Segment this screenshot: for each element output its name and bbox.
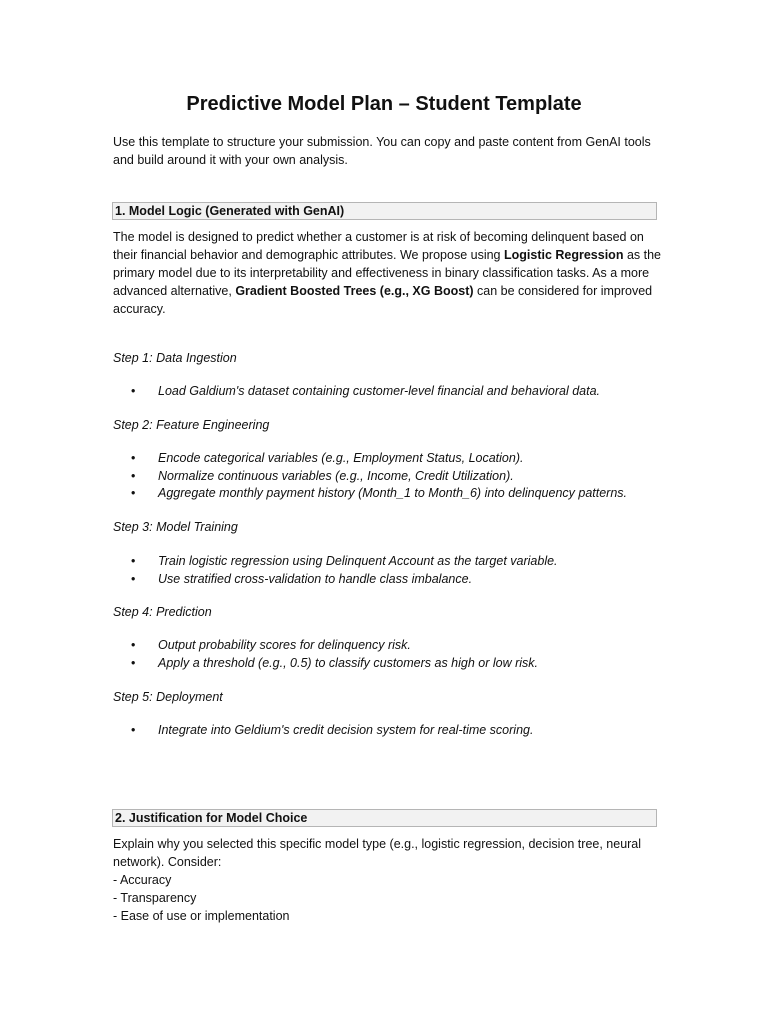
consider-item-transparency: - Transparency: [113, 891, 197, 905]
list-item-text: Train logistic regression using Delinquent Account as the target variable.: [158, 554, 558, 568]
step-4-bullet-list: [131, 637, 538, 672]
model-logic-bold-1: Logistic Regression: [503, 248, 624, 262]
intro-paragraph: Use this template to structure your submission. You can copy and paste content from GenAI tools and build around it with your own analysis.: [113, 135, 651, 167]
list-item: [131, 722, 533, 740]
consider-item-accuracy: - Accuracy: [113, 873, 172, 887]
list-item-text: Apply a threshold (e.g., 0.5) to classify customers as high or low risk.: [158, 655, 539, 670]
list-item: [131, 485, 627, 503]
step-2-title: Step 2: Feature Engineering: [113, 418, 270, 432]
model-logic-bold-2: Gradient Boosted Trees (e.g., XG Boost): [235, 284, 474, 298]
model-logic-text-1: The model is designed to predict whether a customer is at risk of becoming delinquent based on their financial behavior and demographic attributes. We propose using: [113, 230, 644, 262]
list-item-text: Integrate into Geldium's credit decision system for real-time scoring.: [158, 723, 534, 737]
list-item-text: Load Galdium's dataset containing customer-level financial and behavioral data.: [158, 384, 601, 398]
list-item-text: Use stratified cross-validation to handle class imbalance.: [158, 571, 473, 586]
bullet-icon: •: [131, 451, 136, 465]
consider-item-ease-of-use: - Ease of use or implementation: [113, 909, 290, 923]
step-5-bullet-list: [131, 722, 533, 740]
list-item: [131, 637, 538, 655]
bullet-icon: •: [131, 723, 136, 737]
step-1-bullet-list: [131, 383, 600, 401]
list-item-text: Output probability scores for delinquency risk.: [158, 638, 411, 652]
list-item-text: Encode categorical variables (e.g., Employment Status, Location).: [158, 451, 524, 465]
justification-paragraph: [113, 835, 661, 925]
step-5-title: Step 5: Deployment: [113, 690, 223, 704]
model-logic-text-2: as the primary model due to its interpretability and effectiveness in binary classification tasks. As a more advanced alternative,: [113, 248, 661, 298]
bullet-icon: •: [131, 554, 136, 568]
list-item: [131, 383, 600, 401]
page-title: Predictive Model Plan – Student Template: [186, 93, 582, 115]
bullet-icon: •: [131, 638, 136, 652]
bullet-icon: •: [131, 384, 136, 398]
list-item-text: Aggregate monthly payment history (Month_1 to Month_6) into delinquency patterns.: [158, 486, 628, 500]
list-item: [131, 571, 558, 589]
step-4-title: Step 4: Prediction: [113, 605, 212, 619]
list-item: [131, 468, 627, 486]
section-1-header: 1. Model Logic (Generated with GenAI): [112, 202, 657, 220]
bullet-icon: •: [131, 486, 136, 500]
step-3-bullet-list: [131, 553, 558, 588]
bullet-icon: •: [131, 468, 136, 483]
list-item: [131, 450, 627, 468]
step-3-title: Step 3: Model Training: [113, 520, 238, 534]
model-logic-text-3: can be considered for improved accuracy.: [113, 284, 653, 316]
model-logic-paragraph: [113, 228, 661, 318]
bullet-icon: •: [131, 655, 136, 670]
justification-text: Explain why you selected this specific model type (e.g., logistic regression, decision tree, neural network). Consider:: [113, 837, 642, 869]
list-item-text: Normalize continuous variables (e.g., Income, Credit Utilization).: [158, 468, 514, 483]
step-2-bullet-list: [131, 450, 627, 503]
bullet-icon: •: [131, 571, 136, 586]
list-item: [131, 553, 558, 571]
step-1-title: Step 1: Data Ingestion: [113, 351, 237, 365]
section-2-header: 2. Justification for Model Choice: [112, 809, 657, 827]
list-item: [131, 655, 538, 673]
